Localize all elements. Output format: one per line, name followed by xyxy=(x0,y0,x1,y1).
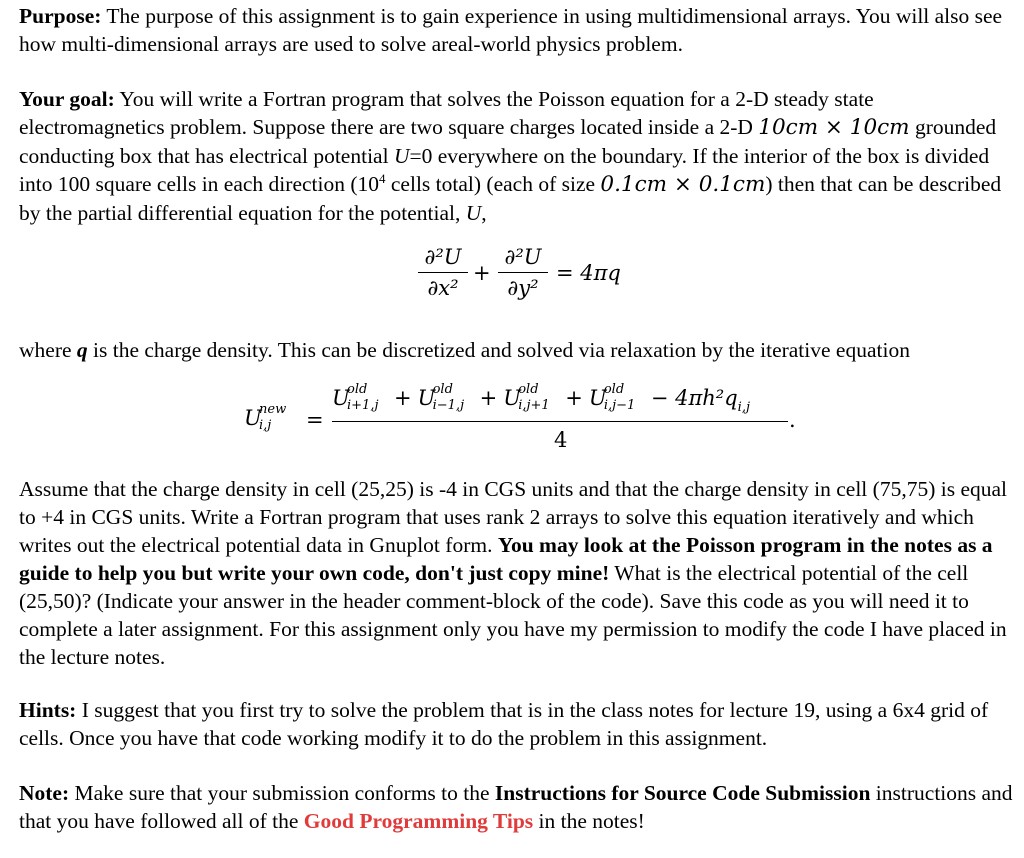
assume-text-1: Assume that the charge density in cell (25,25) is -4 in CGS units and that the charge density in cell (75,75) is equal to +4 in CGS units. Write a Fortran program that uses rank 2 arrays to solve this equation iteratively and which writes out the electrical potential data in Gnuplot form. xyxy=(19,477,1008,557)
goal-paragraph xyxy=(19,85,1015,227)
purpose-text: The purpose of this assignment is to gain experience in using multidimensional arrays. You will also see how multi-dimensional arrays are used to solve areal-world physics problem. xyxy=(19,4,1003,56)
goal-text-2: grounded conducting box that has electrical potential xyxy=(19,115,997,168)
note-paragraph xyxy=(19,779,1015,835)
tail-sub: i,j xyxy=(737,400,750,415)
plus-3: + xyxy=(565,386,583,410)
fraction-x xyxy=(418,244,468,301)
where-text-1: where xyxy=(19,338,77,362)
denominator-y: ∂y² xyxy=(507,276,539,300)
numerator-x: ∂²U xyxy=(424,245,462,269)
charge-var: q xyxy=(76,338,88,362)
term-1: U old i+1,j xyxy=(332,382,379,413)
plus-sign: + xyxy=(473,261,491,285)
lhs-sup: new xyxy=(259,402,287,417)
hints-label: Hints: xyxy=(19,698,77,722)
fraction-y xyxy=(498,244,548,301)
goal-text-5: ) then that can be described by the partial differential equation for the potential, xyxy=(19,172,1002,225)
term-2: U old i−1,j xyxy=(417,382,465,413)
goal-text-1: You will write a Fortran program that solves the Poisson equation for a 2-D steady state electromagnetics problem. Suppose there are two square charges located inside a 2-D xyxy=(19,87,874,139)
lhs-term xyxy=(244,402,287,433)
where-text-2: is the charge density. This can be discretized and solved via relaxation by the iterative equation xyxy=(87,338,910,362)
assume-text-2: What is the electrical potential of the cell (25,50)? (Indicate your answer in the header comment-block of the code). Save this code as you will need it to complete a later assignment. For this assignment only you have my permission to modify the code I have placed in the lecture notes. xyxy=(19,561,1007,669)
equation-rhs: = 4πq xyxy=(556,261,621,285)
potential-var: U xyxy=(393,144,410,168)
assume-paragraph xyxy=(19,475,1015,671)
note-text-1: Make sure that your submission conforms to the xyxy=(69,781,495,805)
numerator xyxy=(332,382,790,415)
cells-exponent: 4 xyxy=(379,171,386,186)
denominator-x: ∂x² xyxy=(427,276,459,300)
hints-text: I suggest that you first try to solve the problem that is in the class notes for lecture 19, using a 6x4 grid of cells. Once you have that code working modify it to do the problem in this assignment. xyxy=(19,698,989,750)
numerator-tail: − 4πh²q xyxy=(650,386,738,410)
goal-text-3: =0 everywhere on the boundary. If the interior of the box is divided into 100 square cells in each direction (10 xyxy=(19,144,990,196)
goal-label: Your goal: xyxy=(19,87,115,111)
fraction-bar xyxy=(332,421,788,422)
lhs-u: U xyxy=(244,406,262,430)
purpose-label: Purpose: xyxy=(19,4,102,28)
box-size: 10cm × 10cm xyxy=(758,115,910,140)
plus-2: + xyxy=(479,386,498,410)
goal-text-6: , xyxy=(481,201,487,225)
equals-sign: = xyxy=(306,408,324,432)
purpose-paragraph xyxy=(19,2,1015,58)
fraction-bar-x xyxy=(418,272,468,273)
assume-bold: You may look at the Poisson program in the notes as a guide to help you but write your own code, don't just copy mine! xyxy=(19,533,993,585)
potential-var-2: U xyxy=(465,201,482,225)
note-text-3: in the notes! xyxy=(533,809,645,833)
goal-text-4: cells total) (each of size xyxy=(385,172,601,196)
good-programming-tips: Good Programming Tips xyxy=(303,809,534,833)
note-text-2: instructions and that you have followed all of the xyxy=(19,781,1013,833)
denominator: 4 xyxy=(554,428,568,452)
note-label: Note: xyxy=(19,781,70,805)
lhs-sub: i,j xyxy=(259,418,272,433)
cell-size: 0.1cm × 0.1cm xyxy=(600,172,766,197)
term-3: U old i,j+1 xyxy=(503,382,550,413)
period: . xyxy=(789,408,796,432)
plus-1: + xyxy=(394,386,412,410)
poisson-equation xyxy=(0,244,1024,314)
where-paragraph xyxy=(19,336,1015,364)
instructions-link-text: Instructions for Source Code Submission xyxy=(494,781,871,805)
fraction-bar-y xyxy=(498,272,548,273)
term-4: U old i,j−1 xyxy=(588,382,636,413)
hints-paragraph xyxy=(19,696,1015,752)
numerator-y: ∂²U xyxy=(504,245,542,269)
relaxation-equation xyxy=(0,384,1024,454)
